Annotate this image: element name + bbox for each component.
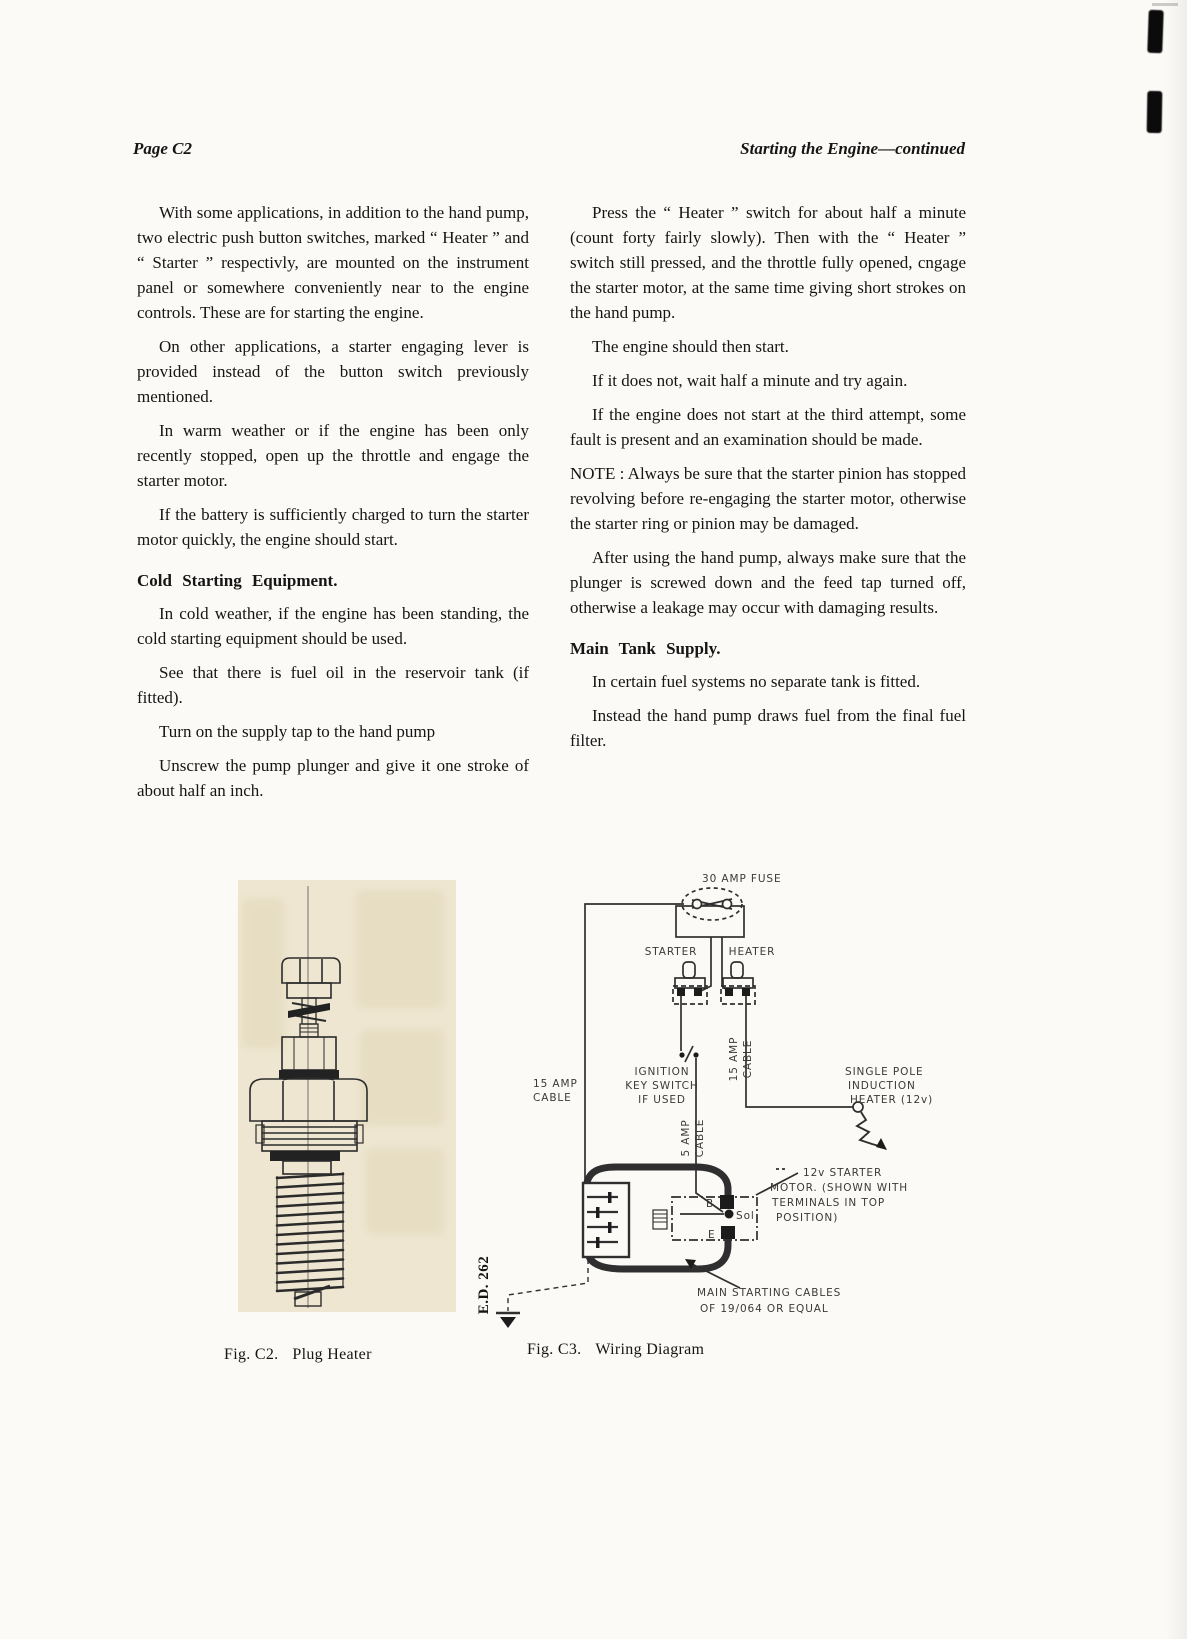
induction-heater-label: SINGLE POLE bbox=[845, 1066, 924, 1078]
earth-ground bbox=[496, 1259, 588, 1328]
heater-branch-wire bbox=[746, 996, 853, 1107]
induction-heater-element bbox=[857, 1112, 879, 1146]
svg-text:IF USED: IF USED bbox=[638, 1094, 686, 1106]
page-number: Page C2 bbox=[133, 139, 193, 158]
svg-text:CABLE: CABLE bbox=[533, 1092, 572, 1104]
paragraph: In cold weather, if the engine has been standing, the cold starting equipment should be used. bbox=[137, 604, 529, 648]
ignition-key-switch bbox=[625, 996, 698, 1106]
binding-mark bbox=[1147, 10, 1163, 53]
paragraph: The engine should then start. bbox=[592, 337, 789, 356]
svg-text:KEY SWITCH: KEY SWITCH bbox=[625, 1080, 699, 1092]
svg-text:Sol: Sol bbox=[736, 1210, 755, 1222]
running-title: Starting the Engine—continued bbox=[740, 139, 965, 158]
right-column bbox=[570, 200, 966, 762]
paragraph: Turn on the supply tap to the hand pump bbox=[159, 722, 436, 741]
svg-text:INDUCTION: INDUCTION bbox=[848, 1080, 916, 1092]
svg-text:OF 19/064 OR EQUAL: OF 19/064 OR EQUAL bbox=[700, 1303, 829, 1315]
paragraph: See that there is fuel oil in the reservoir tank (if fitted). bbox=[137, 663, 529, 707]
svg-text:B: B bbox=[706, 1198, 715, 1210]
svg-text:IGNITION: IGNITION bbox=[634, 1066, 690, 1078]
figure-plug-heater bbox=[238, 880, 456, 1312]
paragraph: After using the hand pump, always make sure that the plunger is screwed down and the feed tap turned off, otherwise a leakage may occur with damaging results. bbox=[570, 548, 966, 617]
binding-mark bbox=[1147, 91, 1163, 133]
svg-text:12v STARTER: 12v STARTER bbox=[803, 1167, 883, 1179]
svg-text:E: E bbox=[708, 1229, 716, 1241]
battery bbox=[583, 1183, 629, 1257]
svg-text:CABLE: CABLE bbox=[742, 1039, 754, 1079]
starter-motor bbox=[653, 1195, 757, 1241]
paragraph: If the battery is sufficiently charged to turn the starter motor quickly, the engine should start. bbox=[137, 505, 529, 549]
paragraph: In certain fuel systems no separate tank is fitted. bbox=[592, 672, 921, 691]
scan-edge-shadow bbox=[1165, 0, 1187, 1639]
svg-text:TERMINALS IN TOP: TERMINALS IN TOP bbox=[772, 1197, 886, 1209]
starter-motor-label bbox=[756, 1167, 908, 1224]
svg-text:MAIN STARTING CABLES: MAIN STARTING CABLES bbox=[697, 1287, 842, 1299]
svg-text:CABLE: CABLE bbox=[694, 1118, 706, 1158]
cable-5amp-label: 5 AMP bbox=[680, 1119, 692, 1157]
figure-title: Wiring Diagram bbox=[595, 1341, 705, 1358]
drawing-number: E.D. 262 bbox=[476, 1255, 492, 1315]
cable-15amp-label: 15 AMP bbox=[728, 1036, 740, 1082]
figure-title: Plug Heater bbox=[292, 1346, 372, 1363]
svg-text:STARTER: STARTER bbox=[644, 946, 698, 958]
paragraph: On other applications, a starter engaging lever is provided instead of the button switch previously mentioned. bbox=[137, 337, 529, 406]
figure-c2-caption bbox=[224, 1346, 372, 1364]
section-heading-cold-starting: Cold Starting Equipment. bbox=[137, 571, 338, 590]
svg-text:HEATER: HEATER bbox=[728, 946, 776, 958]
figure-label: Fig. C2. bbox=[224, 1346, 279, 1363]
svg-text:MOTOR. (SHOWN WITH: MOTOR. (SHOWN WITH bbox=[770, 1182, 909, 1194]
note-paragraph: NOTE : Always be sure that the starter pinion has stopped revolving before re-engaging the starter motor, otherwise the starter ring or pinion may be damaged. bbox=[570, 464, 966, 533]
paragraph: Instead the hand pump draws fuel from the final fuel filter. bbox=[570, 706, 966, 750]
paragraph: Press the “ Heater ” switch for about half a minute (count forty fairly slowly). Then with the “ Heater ” switch still pressed, and the throttle fully opened, cngage the starter motor, at the same time giving short strokes on the hand pump. bbox=[570, 203, 966, 322]
heater-switch bbox=[721, 946, 775, 1004]
fuse-label: 30 AMP FUSE bbox=[702, 873, 782, 885]
cable-15amp-left-label: 15 AMP bbox=[533, 1078, 578, 1090]
paragraph: Unscrew the pump plunger and give it one stroke of about half an inch. bbox=[137, 756, 529, 800]
plug-heater-drawing bbox=[238, 880, 456, 1312]
paragraph: If it does not, wait half a minute and try again. bbox=[592, 371, 908, 390]
figure-label: Fig. C3. bbox=[527, 1341, 582, 1358]
left-column bbox=[137, 200, 529, 812]
fuse-holder bbox=[676, 906, 744, 937]
starter-switch bbox=[645, 946, 707, 1004]
section-heading-main-tank: Main Tank Supply. bbox=[570, 639, 721, 658]
svg-text:POSITION): POSITION) bbox=[776, 1212, 839, 1224]
paragraph: If the engine does not start at the third attempt, some fault is present and an examination should be made. bbox=[570, 405, 966, 449]
paragraph: In warm weather or if the engine has been only recently stopped, open up the throttle and engage the starter motor. bbox=[137, 421, 529, 490]
scan-artifact bbox=[1152, 3, 1178, 6]
svg-text:HEATER (12v): HEATER (12v) bbox=[850, 1094, 934, 1106]
paragraph: With some applications, in addition to the hand pump, two electric push button switches, marked “ Heater ” and “ Starter ” respectivly, are mounted on the instrument panel or somewhere conveniently near to the engine controls. These are for starting the engine. bbox=[137, 203, 529, 322]
figure-c3-caption bbox=[527, 1341, 704, 1359]
figure-wiring-diagram bbox=[440, 835, 1000, 1335]
